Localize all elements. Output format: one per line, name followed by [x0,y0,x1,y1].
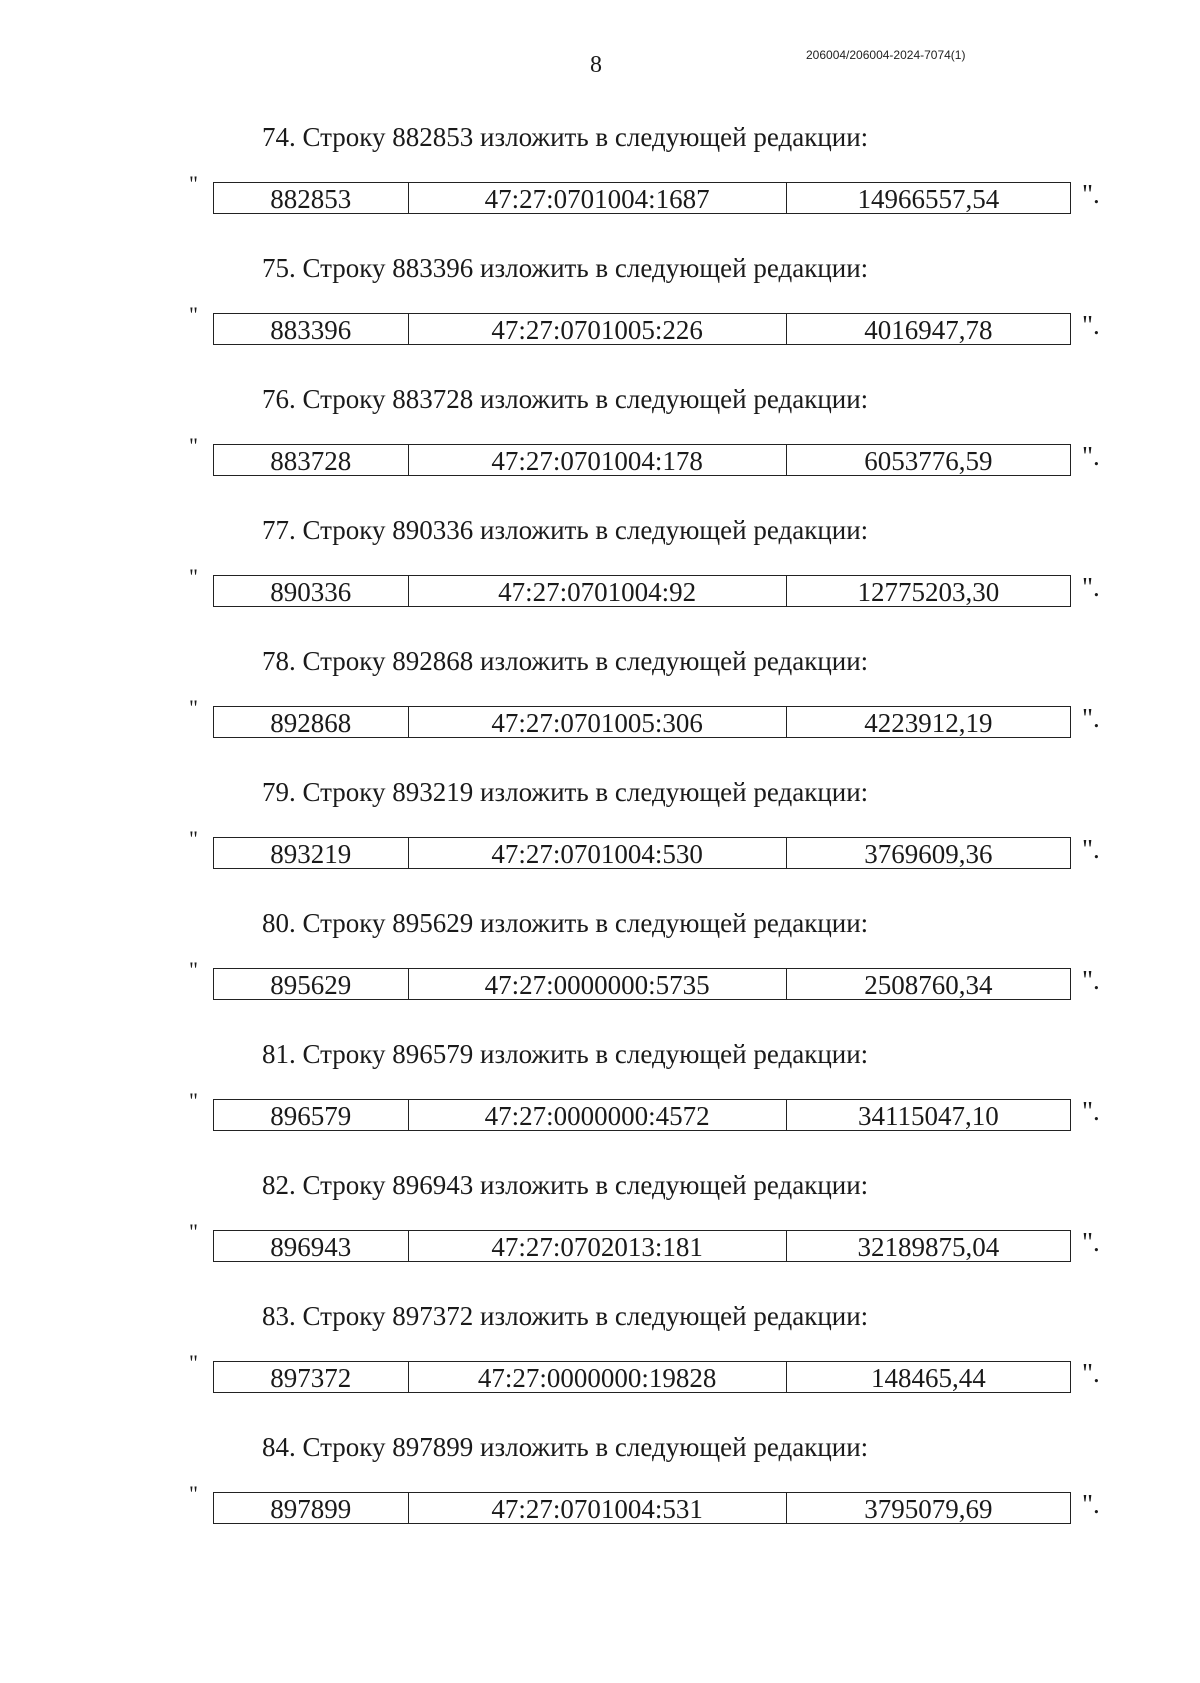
table-row [213,1492,1071,1524]
row-number-cell: 897899 [214,1493,409,1523]
amendment-instruction: 78. Строку 892868 изложить в следующей редакции: [262,646,869,676]
value-cell: 14966557,54 [857,184,1000,214]
row-number-cell: 883728 [214,445,409,475]
table-row [213,837,1071,869]
opening-quote: " [189,433,198,458]
value-cell: 148465,44 [870,1363,986,1393]
closing-quote: ". [1082,703,1100,733]
amendment-instruction: 81. Строку 896579 изложить в следующей редакции: [262,1039,869,1069]
cadastral-number-cell: 47:27:0701004:1687 [409,183,787,213]
closing-quote: ". [1082,1358,1100,1388]
row-number-cell: 883396 [214,314,409,344]
amendment-instruction: 76. Строку 883728 изложить в следующей редакции: [262,384,869,414]
opening-quote: " [189,171,198,196]
opening-quote: " [189,1481,198,1506]
closing-quote: ". [1082,179,1100,209]
opening-quote: " [189,1350,198,1375]
cadastral-number-cell: 47:27:0701004:92 [409,576,787,606]
cadastral-number-cell: 47:27:0701005:306 [409,707,787,737]
row-number-cell: 896943 [214,1231,409,1261]
table-row [213,575,1071,607]
row-number-cell: 882853 [214,183,409,213]
row-number-cell: 893219 [214,838,409,868]
value-cell: 4223912,19 [864,708,993,738]
cadastral-number-cell: 47:27:0701004:531 [409,1493,787,1523]
opening-quote: " [189,826,198,851]
cadastral-number-cell: 47:27:0000000:5735 [409,969,787,999]
amendment-instruction: 83. Строку 897372 изложить в следующей редакции: [262,1301,869,1331]
closing-quote: ". [1082,1489,1100,1519]
table-row [213,444,1071,476]
opening-quote: " [189,302,198,327]
amendment-entry [0,1430,1200,1550]
row-number-cell: 892868 [214,707,409,737]
amendment-entry [0,120,1200,240]
table-row [213,968,1071,1000]
document-id: 206004/206004-2024-7074(1) [806,48,966,62]
cadastral-number-cell: 47:27:0701004:530 [409,838,787,868]
amendment-instruction: 79. Строку 893219 изложить в следующей редакции: [262,777,869,807]
row-number-cell: 896579 [214,1100,409,1130]
cadastral-number-cell: 47:27:0000000:4572 [409,1100,787,1130]
opening-quote: " [189,1088,198,1113]
value-cell: 2508760,34 [864,970,993,1000]
amendment-instruction: 77. Строку 890336 изложить в следующей редакции: [262,515,869,545]
cadastral-number-cell: 47:27:0701005:226 [409,314,787,344]
amendment-entry [0,382,1200,502]
amendment-entry [0,1037,1200,1157]
amendment-instruction: 84. Строку 897899 изложить в следующей редакции: [262,1432,869,1462]
row-number-cell: 897372 [214,1362,409,1392]
closing-quote: ". [1082,441,1100,471]
closing-quote: ". [1082,310,1100,340]
amendment-entry [0,1168,1200,1288]
opening-quote: " [189,1219,198,1244]
table-row [213,182,1071,214]
amendment-entry [0,906,1200,1026]
table-row [213,706,1071,738]
opening-quote: " [189,957,198,982]
closing-quote: ". [1082,834,1100,864]
amendment-entry [0,1299,1200,1419]
amendment-entry [0,251,1200,371]
opening-quote: " [189,695,198,720]
row-number-cell: 895629 [214,969,409,999]
table-row [213,313,1071,345]
value-cell: 12775203,30 [857,577,1000,607]
amendment-instruction: 75. Строку 883396 изложить в следующей редакции: [262,253,869,283]
table-row [213,1361,1071,1393]
closing-quote: ". [1082,965,1100,995]
amendment-entry [0,513,1200,633]
amendment-instruction: 74. Строку 882853 изложить в следующей редакции: [262,122,869,152]
table-row [213,1230,1071,1262]
cadastral-number-cell: 47:27:0000000:19828 [409,1362,787,1392]
table-row [213,1099,1071,1131]
amendment-instruction: 80. Строку 895629 изложить в следующей редакции: [262,908,869,938]
amendment-entry [0,775,1200,895]
value-cell: 3795079,69 [864,1494,993,1524]
closing-quote: ". [1082,572,1100,602]
page-number: 8 [590,52,602,78]
value-cell: 32189875,04 [857,1232,1000,1262]
cadastral-number-cell: 47:27:0701004:178 [409,445,787,475]
closing-quote: ". [1082,1096,1100,1126]
value-cell: 6053776,59 [864,446,993,476]
value-cell: 34115047,10 [857,1101,999,1131]
closing-quote: ". [1082,1227,1100,1257]
row-number-cell: 890336 [214,576,409,606]
cadastral-number-cell: 47:27:0702013:181 [409,1231,787,1261]
value-cell: 3769609,36 [864,839,993,869]
value-cell: 4016947,78 [864,315,993,345]
opening-quote: " [189,564,198,589]
amendment-instruction: 82. Строку 896943 изложить в следующей редакции: [262,1170,869,1200]
amendment-entry [0,644,1200,764]
